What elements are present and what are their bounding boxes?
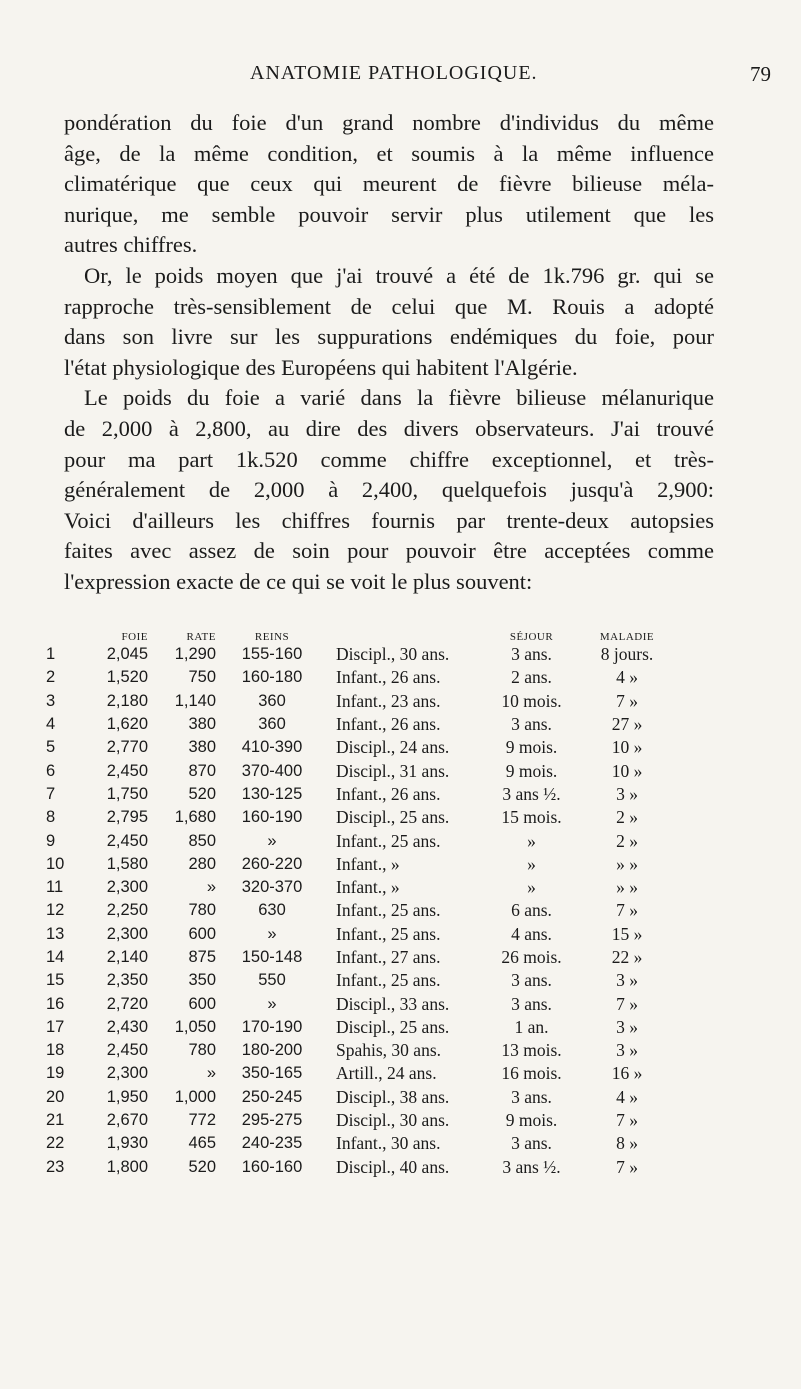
cell-num: 20: [46, 1087, 65, 1106]
cell-maladie: 7 »: [616, 900, 638, 921]
cell-sejour: 3 ans ½.: [502, 1156, 561, 1177]
cell-obs: Discipl., 33 ans.: [336, 993, 450, 1014]
cell-foie: 2,450: [106, 1041, 148, 1060]
table-row: [46, 643, 675, 666]
cell-num: 7: [46, 784, 56, 803]
cell-rate: 1,000: [174, 1087, 216, 1106]
cell-num: 16: [46, 994, 65, 1013]
cell-foie: 1,520: [106, 668, 148, 687]
cell-reins: 550: [258, 971, 286, 990]
text-line: rapproche très-sensiblement de celui que M. Rouis a adopté: [64, 293, 714, 319]
cell-foie: 1,950: [106, 1087, 148, 1106]
cell-sejour: 13 mois.: [501, 1040, 562, 1061]
cell-obs: Infant., 30 ans.: [336, 1133, 441, 1154]
cell-maladie: 3 »: [616, 1040, 638, 1061]
cell-rate: 1,680: [174, 808, 216, 827]
table-row: [46, 853, 675, 876]
table-row: [46, 876, 675, 899]
table-row: [46, 690, 675, 713]
cell-foie: 2,795: [106, 808, 148, 827]
cell-foie: 2,720: [106, 994, 148, 1013]
cell-foie: 2,450: [106, 761, 148, 780]
header-maladie: MALADIE: [599, 631, 655, 643]
cell-num: 15: [46, 971, 65, 990]
running-header: [0, 62, 801, 96]
cell-maladie: 22 »: [611, 947, 643, 967]
cell-obs: Discipl., 25 ans.: [336, 807, 450, 828]
cell-obs: Infant., 25 ans.: [336, 970, 441, 991]
cell-maladie: 8 jours.: [600, 644, 654, 665]
cell-reins: 160-190: [241, 808, 303, 827]
cell-obs: Infant., »: [336, 853, 400, 874]
cell-obs: Infant., 26 ans.: [336, 667, 441, 688]
cell-sejour: 9 mois.: [505, 1110, 558, 1131]
cell-sejour: »: [527, 830, 536, 851]
table-row: [46, 1039, 675, 1062]
cell-rate: 380: [188, 738, 216, 757]
cell-foie: 2,180: [106, 691, 148, 710]
cell-obs: Infant., 23 ans.: [336, 690, 441, 711]
table-row: [46, 1086, 675, 1109]
cell-reins: 410-390: [241, 738, 303, 757]
cell-sejour: 16 mois.: [501, 1063, 562, 1084]
cell-num: 22: [46, 1134, 65, 1153]
cell-foie: 2,350: [106, 971, 148, 990]
cell-sejour: 6 ans.: [511, 900, 552, 921]
header-foie: FOIE: [121, 631, 148, 643]
cell-sejour: 3 ans.: [511, 993, 552, 1014]
cell-rate: 772: [188, 1111, 216, 1130]
text-line: Or, le poids moyen que j'ai trouvé a été de 1k.796 gr. qui se: [84, 262, 714, 288]
cell-maladie: » »: [616, 853, 638, 874]
cell-sejour: 2 ans.: [511, 667, 552, 688]
cell-reins: »: [267, 831, 277, 850]
cell-maladie: 2 »: [616, 807, 638, 828]
cell-rate: 600: [188, 994, 216, 1013]
cell-rate: 520: [188, 784, 216, 803]
table-row: [46, 1016, 675, 1039]
text-line: dans son livre sur les suppurations endémiques du foie, pour: [64, 324, 714, 350]
cell-reins: 180-200: [241, 1041, 303, 1060]
cell-sejour: 10 mois.: [501, 690, 562, 711]
cell-foie: 1,930: [106, 1134, 148, 1153]
cell-foie: 1,800: [106, 1157, 148, 1176]
cell-foie: 1,620: [106, 715, 148, 734]
cell-foie: 1,750: [106, 784, 148, 803]
cell-num: 9: [46, 831, 56, 850]
cell-sejour: 3 ans.: [511, 644, 552, 665]
cell-foie: 2,450: [106, 831, 148, 850]
cell-maladie: » »: [616, 877, 638, 898]
cell-obs: Discipl., 31 ans.: [336, 760, 450, 781]
table-row: [46, 1156, 675, 1179]
cell-reins: 360: [258, 691, 286, 710]
cell-obs: Infant., 25 ans.: [336, 923, 441, 944]
cell-num: 3: [46, 691, 56, 710]
cell-sejour: 26 mois.: [501, 947, 562, 967]
header-sejour: SÉJOUR: [509, 631, 554, 643]
autopsy-table: [46, 625, 675, 1179]
cell-num: 23: [46, 1157, 65, 1176]
cell-num: 18: [46, 1041, 65, 1060]
cell-obs: Infant., 26 ans.: [336, 783, 441, 804]
cell-foie: 2,250: [106, 901, 148, 920]
cell-rate: 520: [188, 1157, 216, 1176]
cell-num: 6: [46, 761, 56, 780]
cell-sejour: 4 ans.: [511, 923, 552, 944]
cell-obs: Discipl., 24 ans.: [336, 737, 450, 758]
cell-reins: »: [267, 924, 277, 943]
cell-rate: »: [206, 878, 216, 897]
cell-foie: 2,430: [106, 1017, 148, 1036]
text-line: pour ma part 1k.520 comme chiffre exceptionnel, et très-: [64, 446, 714, 472]
cell-sejour: 15 mois.: [501, 807, 562, 828]
cell-rate: 380: [188, 715, 216, 734]
cell-rate: 600: [188, 924, 216, 943]
cell-maladie: 15 »: [611, 923, 643, 944]
cell-sejour: »: [527, 877, 536, 898]
cell-reins: 350-165: [241, 1064, 303, 1083]
cell-obs: Discipl., 38 ans.: [336, 1086, 450, 1107]
table-row: [46, 713, 675, 736]
cell-num: 11: [46, 878, 64, 897]
cell-sejour: 1 an.: [514, 1016, 549, 1037]
cell-reins: 150-148: [241, 948, 303, 966]
cell-rate: 870: [188, 761, 216, 780]
cell-rate: 850: [188, 831, 216, 850]
table-row: [46, 923, 675, 946]
paragraph: [64, 383, 714, 597]
text-line: l'expression exacte de ce qui se voit le plus souvent:: [64, 568, 533, 594]
table-header-row: [46, 625, 675, 643]
cell-reins: 360: [258, 715, 286, 734]
cell-obs: Spahis, 30 ans.: [336, 1040, 441, 1061]
cell-rate: 1,050: [174, 1017, 216, 1036]
cell-num: 14: [46, 948, 65, 966]
text-line: climatérique que ceux qui meurent de fièvre bilieuse méla-: [64, 171, 714, 197]
text-line: Le poids du foie a varié dans la fièvre bilieuse mélanurique: [84, 385, 714, 411]
cell-maladie: 10 »: [611, 737, 643, 758]
cell-obs: Discipl., 40 ans.: [336, 1156, 450, 1177]
cell-obs: Infant., 25 ans.: [336, 830, 441, 851]
table-body: [46, 643, 675, 1179]
cell-foie: 2,770: [106, 738, 148, 757]
table-row: [46, 1062, 675, 1085]
cell-sejour: 3 ans.: [511, 970, 552, 991]
table-row: [46, 969, 675, 992]
cell-maladie: 8 »: [616, 1133, 638, 1154]
table-row: [46, 899, 675, 922]
cell-sejour: 3 ans ½.: [502, 783, 561, 804]
text-line: pondération du foie d'un grand nombre d'individus du même: [64, 110, 714, 135]
cell-obs: Infant., 26 ans.: [336, 714, 441, 735]
cell-reins: 250-245: [241, 1087, 303, 1106]
cell-num: 19: [46, 1064, 65, 1083]
cell-rate: 875: [188, 948, 216, 966]
table-row: [46, 829, 675, 852]
table-row: [46, 992, 675, 1015]
cell-sejour: 3 ans.: [511, 1133, 552, 1154]
cell-maladie: 3 »: [616, 783, 638, 804]
cell-reins: 260-220: [241, 854, 303, 873]
cell-obs: Discipl., 25 ans.: [336, 1016, 450, 1037]
cell-obs: Discipl., 30 ans.: [336, 644, 450, 665]
cell-obs: Infant., 25 ans.: [336, 900, 441, 921]
table-row: [46, 736, 675, 759]
cell-foie: 2,300: [106, 924, 148, 943]
cell-reins: 240-235: [241, 1134, 303, 1153]
table-row: [46, 759, 675, 782]
cell-rate: 280: [188, 854, 216, 873]
cell-sejour: 3 ans.: [511, 1086, 552, 1107]
cell-maladie: 3 »: [616, 1016, 638, 1037]
cell-reins: 370-400: [241, 761, 303, 780]
text-line: généralement de 2,000 à 2,400, quelquefois jusqu'à 2,900:: [64, 477, 714, 503]
cell-sejour: 9 mois.: [505, 760, 558, 781]
cell-foie: 2,300: [106, 878, 148, 897]
cell-maladie: 4 »: [616, 1086, 638, 1107]
cell-maladie: 7 »: [616, 1110, 638, 1131]
cell-sejour: »: [527, 853, 536, 874]
cell-obs: Artill., 24 ans.: [336, 1063, 437, 1084]
cell-maladie: 27 »: [611, 714, 643, 735]
text-line: âge, de la même condition, et soumis à la même influence: [64, 140, 714, 166]
cell-rate: 780: [188, 901, 216, 920]
cell-rate: 750: [188, 668, 216, 687]
cell-foie: 2,300: [106, 1064, 148, 1083]
table-row: [46, 666, 675, 689]
paragraph: [64, 108, 714, 261]
page-number: 79: [750, 62, 771, 86]
cell-num: 13: [46, 924, 65, 943]
text-line: autres chiffres.: [64, 232, 198, 258]
cell-rate: »: [206, 1064, 216, 1083]
cell-sejour: 3 ans.: [511, 714, 552, 735]
text-line: nurique, me semble pouvoir servir plus utilement que les: [64, 201, 714, 227]
text-line: l'état physiologique des Européens qui habitent l'Algérie.: [64, 354, 578, 380]
header-num: [46, 625, 78, 643]
cell-reins: 295-275: [241, 1111, 303, 1130]
table-row: [46, 806, 675, 829]
header-obs: [328, 625, 484, 643]
header-rate: RATE: [186, 631, 216, 643]
cell-num: 4: [46, 715, 56, 734]
cell-foie: 2,140: [106, 948, 148, 966]
cell-maladie: 2 »: [616, 830, 638, 851]
cell-num: 17: [46, 1017, 65, 1036]
cell-maladie: 3 »: [616, 970, 638, 991]
cell-reins: »: [267, 994, 277, 1013]
header-reins: REINS: [254, 631, 290, 643]
cell-obs: Discipl., 30 ans.: [336, 1110, 450, 1131]
cell-num: 8: [46, 808, 56, 827]
table-row: [46, 1109, 675, 1132]
cell-rate: 1,140: [174, 691, 216, 710]
cell-maladie: 7 »: [616, 690, 638, 711]
cell-maladie: 7 »: [616, 993, 638, 1014]
running-title: ANATOMIE PATHOLOGIQUE.: [250, 62, 538, 84]
cell-num: 21: [46, 1111, 65, 1130]
cell-maladie: 7 »: [616, 1156, 638, 1177]
cell-num: 2: [46, 668, 56, 687]
cell-maladie: 16 »: [611, 1063, 643, 1084]
text-line: de 2,000 à 2,800, au dire des divers observateurs. J'ai trouvé: [64, 415, 714, 441]
table-row: [46, 946, 675, 969]
cell-rate: 350: [188, 971, 216, 990]
table-row: [46, 783, 675, 806]
cell-rate: 780: [188, 1041, 216, 1060]
cell-reins: 160-180: [241, 668, 303, 687]
body-text: [64, 108, 714, 598]
cell-maladie: 10 »: [611, 760, 643, 781]
cell-num: 5: [46, 738, 56, 757]
cell-reins: 130-125: [241, 784, 303, 803]
cell-foie: 2,045: [106, 645, 148, 664]
cell-reins: 160-160: [241, 1157, 303, 1176]
paragraph: [64, 261, 714, 383]
cell-reins: 170-190: [241, 1017, 303, 1036]
cell-foie: 1,580: [106, 854, 148, 873]
cell-num: 12: [46, 901, 65, 920]
cell-num: 10: [46, 854, 65, 873]
cell-rate: 465: [188, 1134, 216, 1153]
cell-obs: Infant., »: [336, 877, 400, 898]
cell-reins: 320-370: [241, 878, 303, 897]
cell-maladie: 4 »: [616, 667, 638, 688]
cell-sejour: 9 mois.: [505, 737, 558, 758]
cell-reins: 155-160: [241, 645, 303, 664]
cell-reins: 630: [258, 901, 286, 920]
table-row: [46, 1132, 675, 1155]
text-line: faites avec assez de soin pour pouvoir être acceptées comme: [64, 538, 714, 564]
cell-foie: 2,670: [106, 1111, 148, 1130]
cell-obs: Infant., 27 ans.: [336, 947, 441, 967]
text-line: Voici d'ailleurs les chiffres fournis par trente-deux autopsies: [64, 507, 714, 533]
cell-rate: 1,290: [174, 645, 216, 664]
cell-num: 1: [46, 645, 56, 664]
